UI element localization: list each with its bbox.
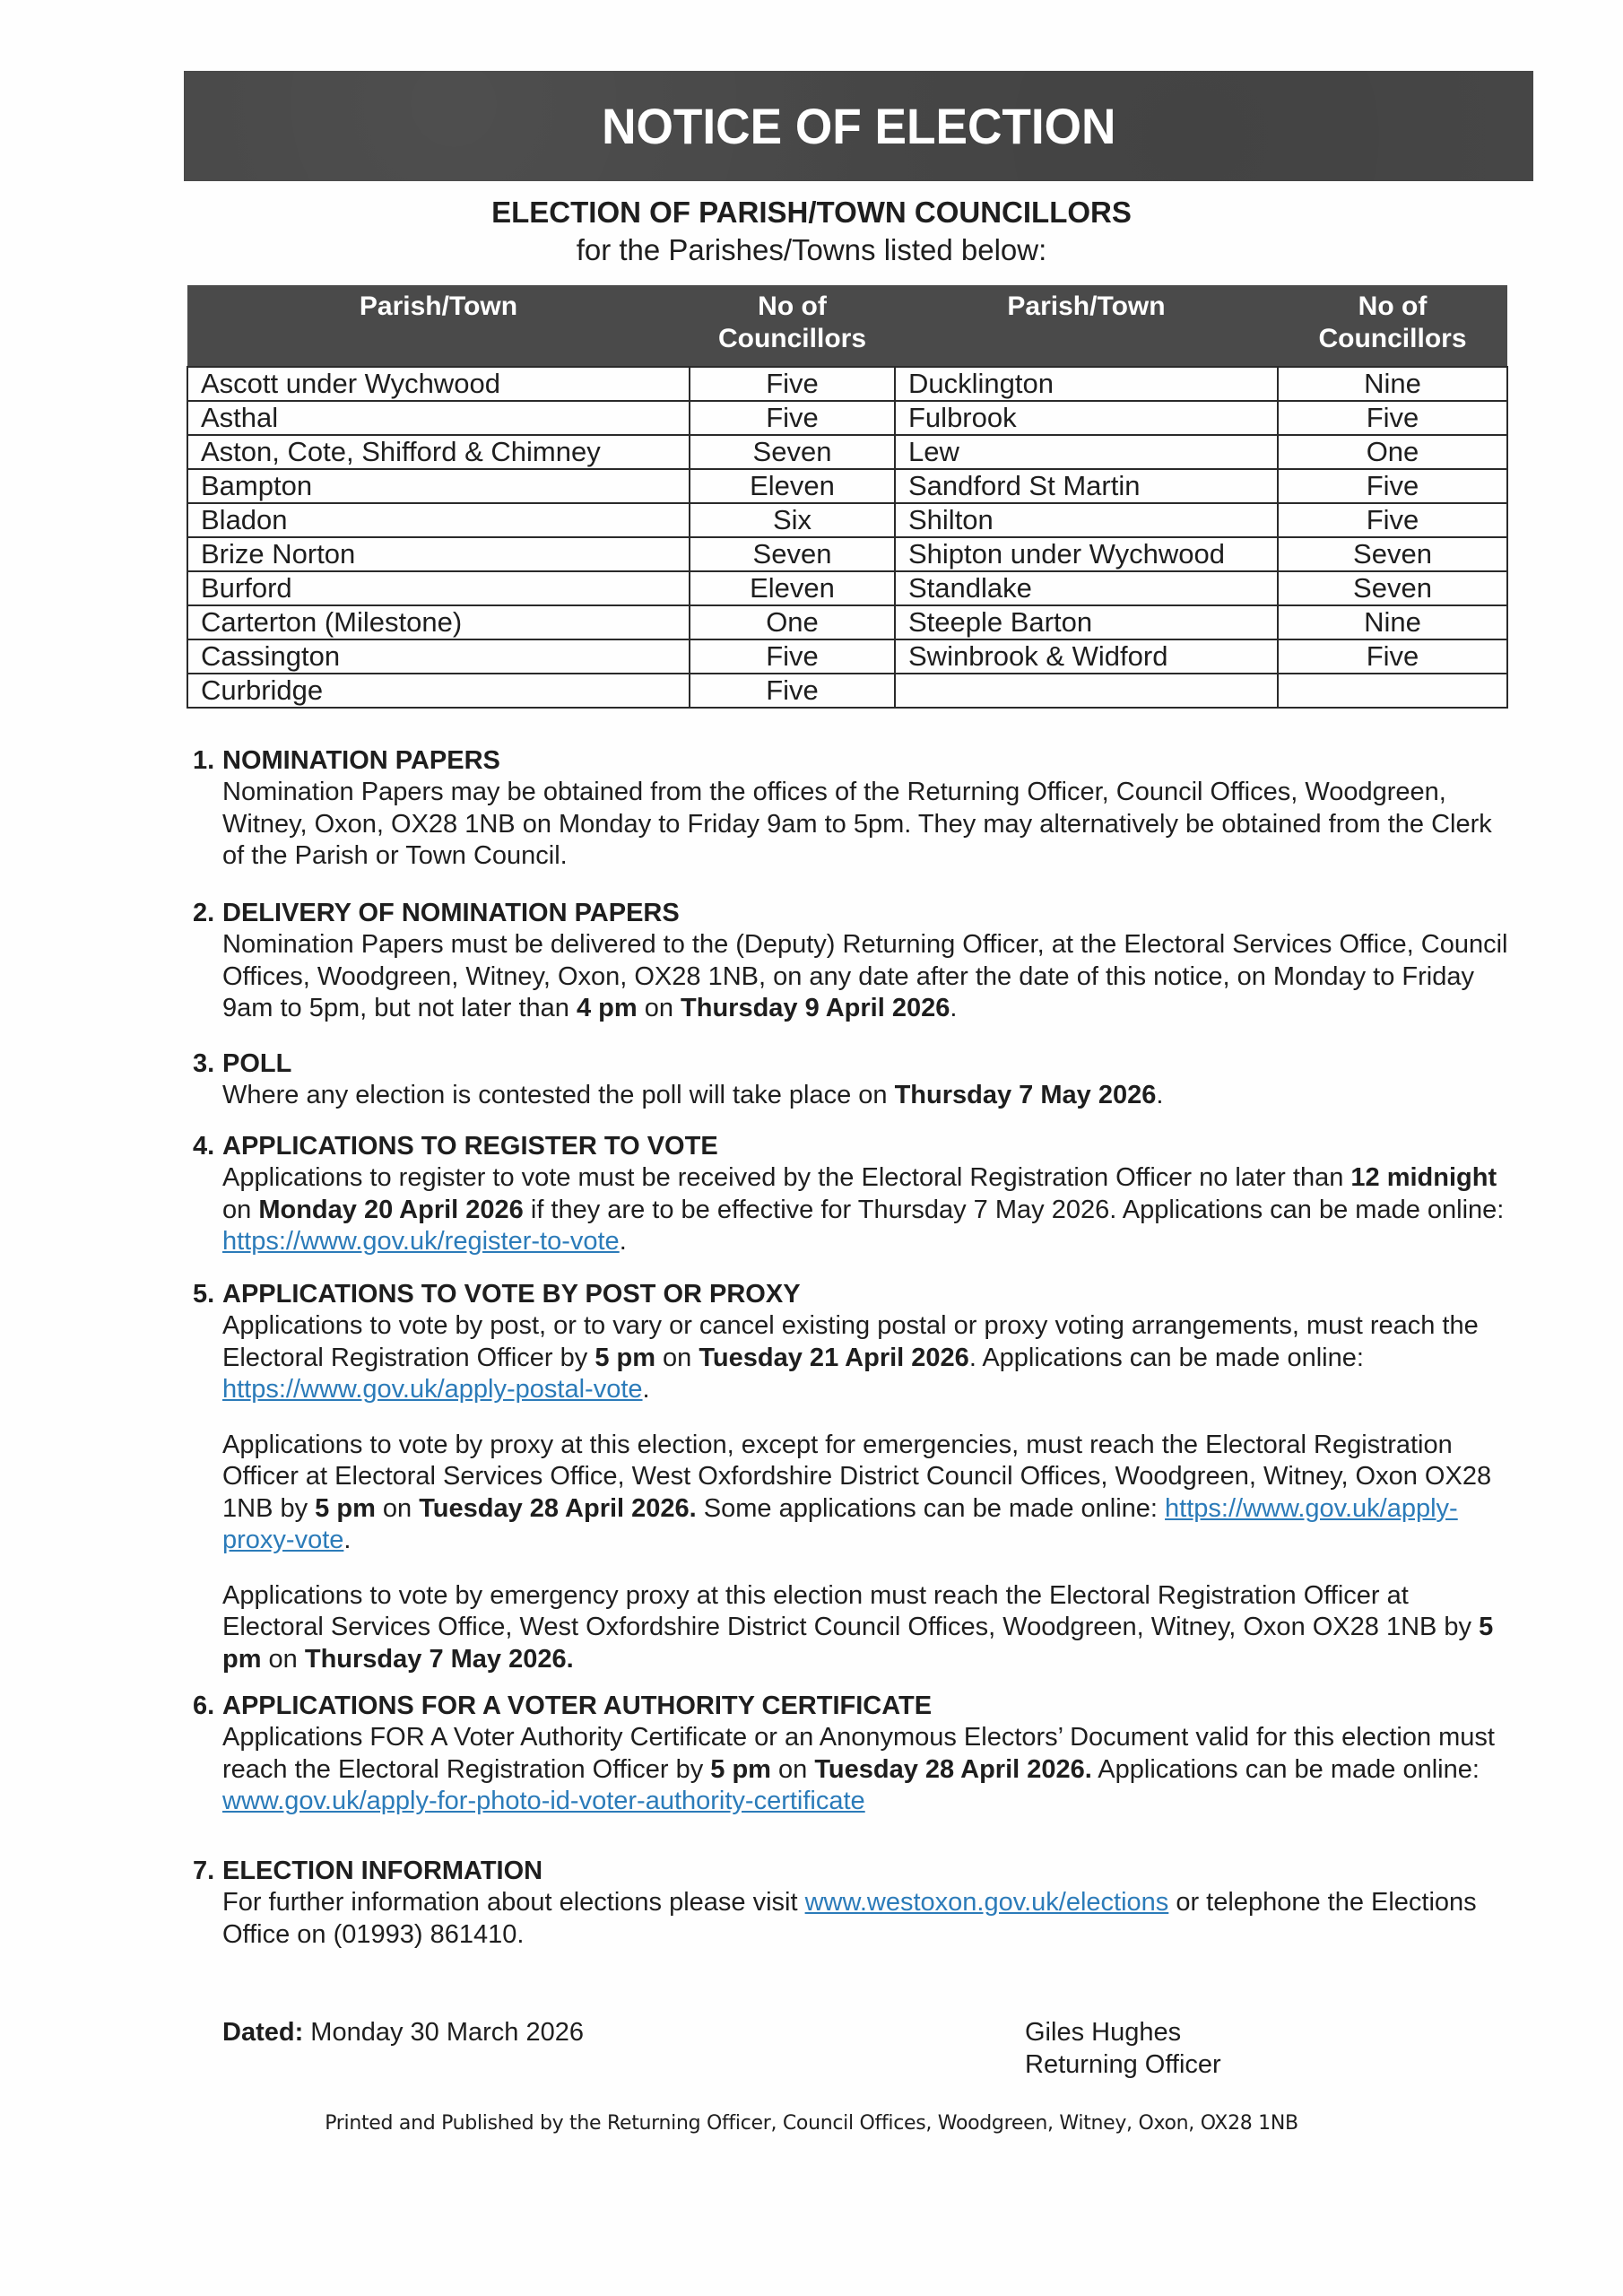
parish-name-cell: Sandford St Martin — [895, 469, 1278, 503]
parish-name-cell: Fulbrook — [895, 401, 1278, 435]
text: Where any election is contested the poll will take place on — [222, 1081, 895, 1109]
deadline-time: 5 pm — [315, 1493, 376, 1523]
section-number: 7. — [193, 1857, 215, 1885]
councillor-count-cell: Five — [1278, 639, 1507, 674]
parish-name-cell: Aston, Cote, Shifford & Chimney — [187, 435, 690, 469]
table-row — [187, 367, 1507, 401]
text: on — [655, 1343, 699, 1372]
text: or telephone the Elections Office on (01993) 861410. — [222, 1888, 1477, 1949]
signatory-role: Returning Officer — [1025, 2050, 1221, 2079]
apply-proxy-vote-link[interactable]: https://www.gov.uk/apply-proxy-vote — [222, 1493, 1458, 1554]
table-row — [187, 639, 1507, 674]
election-subtitle-description: for the Parishes/Towns listed below: — [576, 233, 1047, 266]
councillor-count-cell: Five — [1278, 503, 1507, 537]
table-row — [187, 571, 1507, 605]
section-number: 3. — [193, 1049, 215, 1078]
section-paragraph — [222, 929, 1511, 1025]
table-row — [187, 503, 1507, 537]
parish-name-cell: Ducklington — [895, 367, 1278, 401]
parish-name-cell: Asthal — [187, 401, 690, 435]
parish-name-cell — [895, 674, 1278, 708]
councillor-count-cell: Seven — [1278, 537, 1507, 571]
councillor-count-cell — [1278, 674, 1507, 708]
section-paragraph — [222, 1722, 1511, 1818]
parish-name-cell: Ascott under Wychwood — [187, 367, 690, 401]
section-register-to-vote — [193, 1130, 1511, 1258]
section-election-information — [193, 1855, 1511, 1951]
councillor-count-cell: Five — [690, 674, 895, 708]
notice-title-bar — [184, 71, 1533, 181]
councillor-count-cell: Five — [690, 401, 895, 435]
text: on — [261, 1644, 305, 1674]
section-number: 5. — [193, 1280, 215, 1309]
parish-name-cell: Bampton — [187, 469, 690, 503]
section-paragraph: Nomination Papers may be obtained from the offices of the Returning Officer, Council Offices, Woodgreen, Witney, Oxon, OX28 1NB on Monday to Friday 9am to 5pm. They may alternatively be obtained from the Clerk of the Parish or Town Council. — [222, 778, 1492, 870]
section-body — [222, 1310, 1511, 1675]
text: on — [637, 994, 681, 1022]
parish-name-cell: Shipton under Wychwood — [895, 537, 1278, 571]
councillor-count-cell: Seven — [1278, 571, 1507, 605]
section-body — [222, 1722, 1511, 1818]
section-title: NOMINATION PAPERS — [222, 746, 500, 775]
notice-title: NOTICE OF ELECTION — [601, 98, 1116, 154]
parish-name-cell: Bladon — [187, 503, 690, 537]
section-title: POLL — [222, 1049, 292, 1078]
emergency-proxy-paragraph — [222, 1580, 1511, 1676]
signature-block — [1025, 2016, 1221, 2081]
register-to-vote-link[interactable]: https://www.gov.uk/register-to-vote — [222, 1227, 620, 1256]
deadline-date: Tuesday 28 April 2026. — [814, 1754, 1092, 1784]
table-row — [187, 605, 1507, 639]
section-delivery-of-nomination-papers — [193, 897, 1511, 1025]
parish-name-cell: Lew — [895, 435, 1278, 469]
imprint-footer: Printed and Published by the Returning Officer, Council Offices, Woodgreen, Witney, Oxon, OX28 1NB — [325, 2112, 1298, 2135]
column-header-count-right: No of Councillors — [1278, 285, 1507, 367]
text: . — [343, 1526, 352, 1554]
deadline-time: 5 pm — [710, 1754, 771, 1784]
text: For further information about elections please visit — [222, 1888, 805, 1917]
postal-vote-paragraph — [222, 1310, 1511, 1406]
councillor-count-cell: Five — [1278, 401, 1507, 435]
table-row — [187, 674, 1507, 708]
deadline-time: 5 pm — [222, 1613, 1494, 1674]
deadline-time: 4 pm — [576, 994, 638, 1022]
table-row — [187, 469, 1507, 503]
section-number: 4. — [193, 1132, 215, 1161]
section-body — [222, 929, 1511, 1025]
section-heading — [193, 1278, 1511, 1310]
text: . — [642, 1375, 650, 1404]
parish-name-cell: Brize Norton — [187, 537, 690, 571]
parish-name-cell: Burford — [187, 571, 690, 605]
deadline-date: Tuesday 21 April 2026 — [699, 1343, 969, 1372]
text: . — [950, 994, 958, 1022]
councillor-count-cell: One — [690, 605, 895, 639]
column-header-count-left: No of Councillors — [690, 285, 895, 367]
text: on — [375, 1493, 420, 1523]
councillor-count-cell: Five — [690, 639, 895, 674]
section-title: APPLICATIONS TO REGISTER TO VOTE — [222, 1132, 718, 1161]
section-body — [222, 1887, 1511, 1951]
deadline-date: Monday 20 April 2026 — [258, 1195, 524, 1224]
deadline-time: 5 pm — [595, 1343, 655, 1372]
councillor-count-cell: Seven — [690, 537, 895, 571]
councillor-count-cell: One — [1278, 435, 1507, 469]
section-heading — [193, 1855, 1511, 1887]
councillor-count-cell: Nine — [1278, 367, 1507, 401]
westoxon-elections-link[interactable]: www.westoxon.gov.uk/elections — [804, 1888, 1169, 1917]
column-header-parish-right: Parish/Town — [895, 285, 1278, 367]
section-title: ELECTION INFORMATION — [222, 1857, 543, 1885]
section-paragraph — [222, 1080, 1511, 1112]
parish-name-cell: Swinbrook & Widford — [895, 639, 1278, 674]
proxy-vote-paragraph — [222, 1430, 1511, 1557]
table-header-row — [187, 285, 1507, 367]
section-body — [222, 1162, 1511, 1258]
section-title: APPLICATIONS TO VOTE BY POST OR PROXY — [222, 1280, 801, 1309]
section-number: 1. — [193, 746, 215, 775]
election-subtitle: ELECTION OF PARISH/TOWN COUNCILLORS — [491, 196, 1132, 229]
section-paragraph — [222, 1887, 1511, 1951]
section-body — [222, 1080, 1511, 1112]
dated-value: Monday 30 March 2026 — [303, 2018, 584, 2047]
section-poll — [193, 1048, 1511, 1112]
text: Applications to vote by emergency proxy at this election must reach the Electoral Registration Officer at Electoral Services Office, West Oxfordshire District Council Offices, Woodgreen, Witney, Oxon OX28 1NB by — [222, 1580, 1480, 1641]
parish-councillors-table — [187, 285, 1508, 709]
section-heading — [193, 744, 1511, 777]
text: Applications FOR A Voter Authority Certificate or an Anonymous Electors’ Document valid for this election must reach the Electoral Registration Officer by — [222, 1723, 1495, 1784]
councillor-count-cell: Nine — [1278, 605, 1507, 639]
councillor-count-cell: Eleven — [690, 571, 895, 605]
section-number: 6. — [193, 1692, 215, 1720]
parish-name-cell: Steeple Barton — [895, 605, 1278, 639]
dated-line — [222, 2018, 584, 2048]
section-paragraph — [222, 1162, 1511, 1258]
councillor-count-cell: Six — [690, 503, 895, 537]
dated-label: Dated: — [222, 2018, 304, 2047]
text: Nomination Papers must be delivered to the (Deputy) Returning Officer, at the Electoral Services Office, Council Offices, Woodgreen, Witney, Oxon, OX28 1NB, on any date after the date of this notice, on Monday to Friday 9am to 5pm, but not later than — [222, 930, 1508, 1022]
text: Applications to vote by post, or to vary or cancel existing postal or proxy voting arrangements, must reach the Electoral Registration Officer by — [222, 1311, 1479, 1372]
text: Applications to register to vote must be received by the Electoral Registration Officer no later than — [222, 1163, 1351, 1192]
parish-name-cell: Carterton (Milestone) — [187, 605, 690, 639]
parish-name-cell: Shilton — [895, 503, 1278, 537]
apply-postal-vote-link[interactable]: https://www.gov.uk/apply-postal-vote — [222, 1375, 643, 1404]
section-heading — [193, 1690, 1511, 1722]
text: . — [1156, 1081, 1164, 1109]
table-row — [187, 537, 1507, 571]
signatory-name: Giles Hughes — [1025, 2018, 1182, 2047]
text: if they are to be effective for Thursday 7 May 2026. Applications can be made online: — [523, 1195, 1505, 1224]
section-body — [222, 777, 1511, 873]
section-vote-by-post-or-proxy — [193, 1278, 1511, 1675]
section-nomination-papers — [193, 744, 1511, 873]
text: on — [770, 1754, 815, 1784]
column-header-parish-left: Parish/Town — [187, 285, 690, 367]
poll-date: Thursday 7 May 2026 — [894, 1081, 1157, 1109]
section-heading — [193, 1130, 1511, 1162]
section-title: DELIVERY OF NOMINATION PAPERS — [222, 899, 680, 927]
voter-authority-certificate-link[interactable]: www.gov.uk/apply-for-photo-id-voter-authority-certificate — [222, 1787, 865, 1815]
text: . — [619, 1227, 627, 1256]
section-heading — [193, 1048, 1511, 1080]
section-voter-authority-certificate — [193, 1690, 1511, 1818]
councillor-count-cell: Five — [690, 367, 895, 401]
parish-name-cell: Cassington — [187, 639, 690, 674]
text: . Applications can be made online: — [968, 1343, 1364, 1372]
text: Applications can be made online: — [1091, 1754, 1480, 1784]
section-number: 2. — [193, 899, 215, 927]
parish-name-cell: Standlake — [895, 571, 1278, 605]
deadline-date: Tuesday 28 April 2026. — [419, 1493, 697, 1523]
parish-name-cell: Curbridge — [187, 674, 690, 708]
deadline-date: Thursday 7 May 2026. — [304, 1644, 574, 1674]
text: Some applications can be made online: — [696, 1493, 1166, 1523]
text: Applications to vote by proxy at this election, except for emergencies, must reach the Electoral Registration Officer at Electoral Services Office, West Oxfordshire District Council Offices, Woodgreen, Witney, Oxon OX28 1NB by — [222, 1430, 1492, 1523]
table-row — [187, 435, 1507, 469]
councillor-count-cell: Seven — [690, 435, 895, 469]
councillor-count-cell: Five — [1278, 469, 1507, 503]
deadline-time: 12 midnight — [1350, 1163, 1497, 1192]
section-heading — [193, 897, 1511, 929]
councillor-count-cell: Eleven — [690, 469, 895, 503]
section-title: APPLICATIONS FOR A VOTER AUTHORITY CERTIFICATE — [222, 1692, 933, 1720]
deadline-date: Thursday 9 April 2026 — [681, 994, 950, 1022]
text: on — [222, 1195, 259, 1224]
table-row — [187, 401, 1507, 435]
